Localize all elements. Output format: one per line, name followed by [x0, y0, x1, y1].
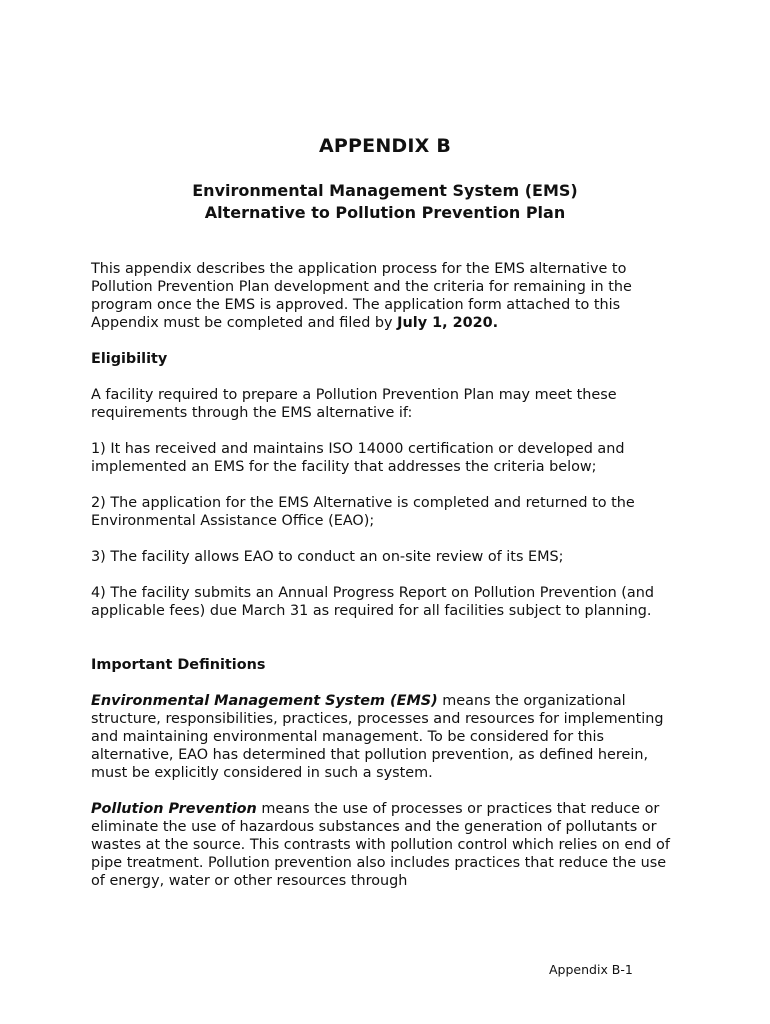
definition-text: means the use of processes or practices that reduce or eliminate the use of hazardous substances and the generation of pollutants or wastes at the source. This contrasts with pollution control which relies on end of pipe treatment. Pollution prevention also includes practices that reduce the use of energy, water or other resources through — [91, 801, 670, 889]
page-footer: Appendix B-1 — [549, 962, 633, 977]
eligibility-intro: A facility required to prepare a Pollution Prevention Plan may meet these requirements through the EMS alternative if: — [91, 387, 617, 421]
criterion-1: 1) It has received and maintains ISO 14000 certification or developed and implemented an EMS for the facility that addresses the criteria below; — [91, 441, 625, 475]
intro-paragraph — [91, 260, 681, 332]
definition-ems — [91, 692, 681, 782]
eligibility-heading: Eligibility — [91, 351, 168, 367]
criterion-2: 2) The application for the EMS Alternative is completed and returned to the Environmental Assistance Office (EAO); — [91, 495, 635, 529]
document-subtitle — [0, 180, 770, 224]
definition-pollution-prevention — [91, 800, 681, 890]
subtitle-line-2: Alternative to Pollution Prevention Plan — [204, 203, 566, 222]
document-body — [91, 260, 681, 890]
appendix-title: APPENDIX B — [318, 135, 452, 157]
intro-text: This appendix describes the application process for the EMS alternative to Pollution Prevention Plan development and the criteria for remaining in the program once the EMS is approved. The application form attached to this Appendix must be completed and filed by — [91, 261, 632, 331]
definitions-heading: Important Definitions — [91, 657, 266, 673]
definition-term: Pollution Prevention — [91, 801, 257, 817]
criterion-4: 4) The facility submits an Annual Progress Report on Pollution Prevention (and applicable fees) due March 31 as required for all facilities subject to planning. — [91, 585, 654, 619]
subtitle-line-1: Environmental Management System (EMS) — [192, 181, 578, 200]
definition-term: Environmental Management System (EMS) — [91, 693, 438, 709]
definition-text: means the organizational structure, responsibilities, practices, processes and resources for implementing and maintaining environmental management. To be considered for this alternative, EAO has determined that pollution prevention, as defined herein, must be explicitly considered in such a system. — [91, 693, 664, 781]
intro-deadline: July 1, 2020. — [397, 315, 499, 331]
criterion-3: 3) The facility allows EAO to conduct an on-site review of its EMS; — [91, 549, 564, 565]
